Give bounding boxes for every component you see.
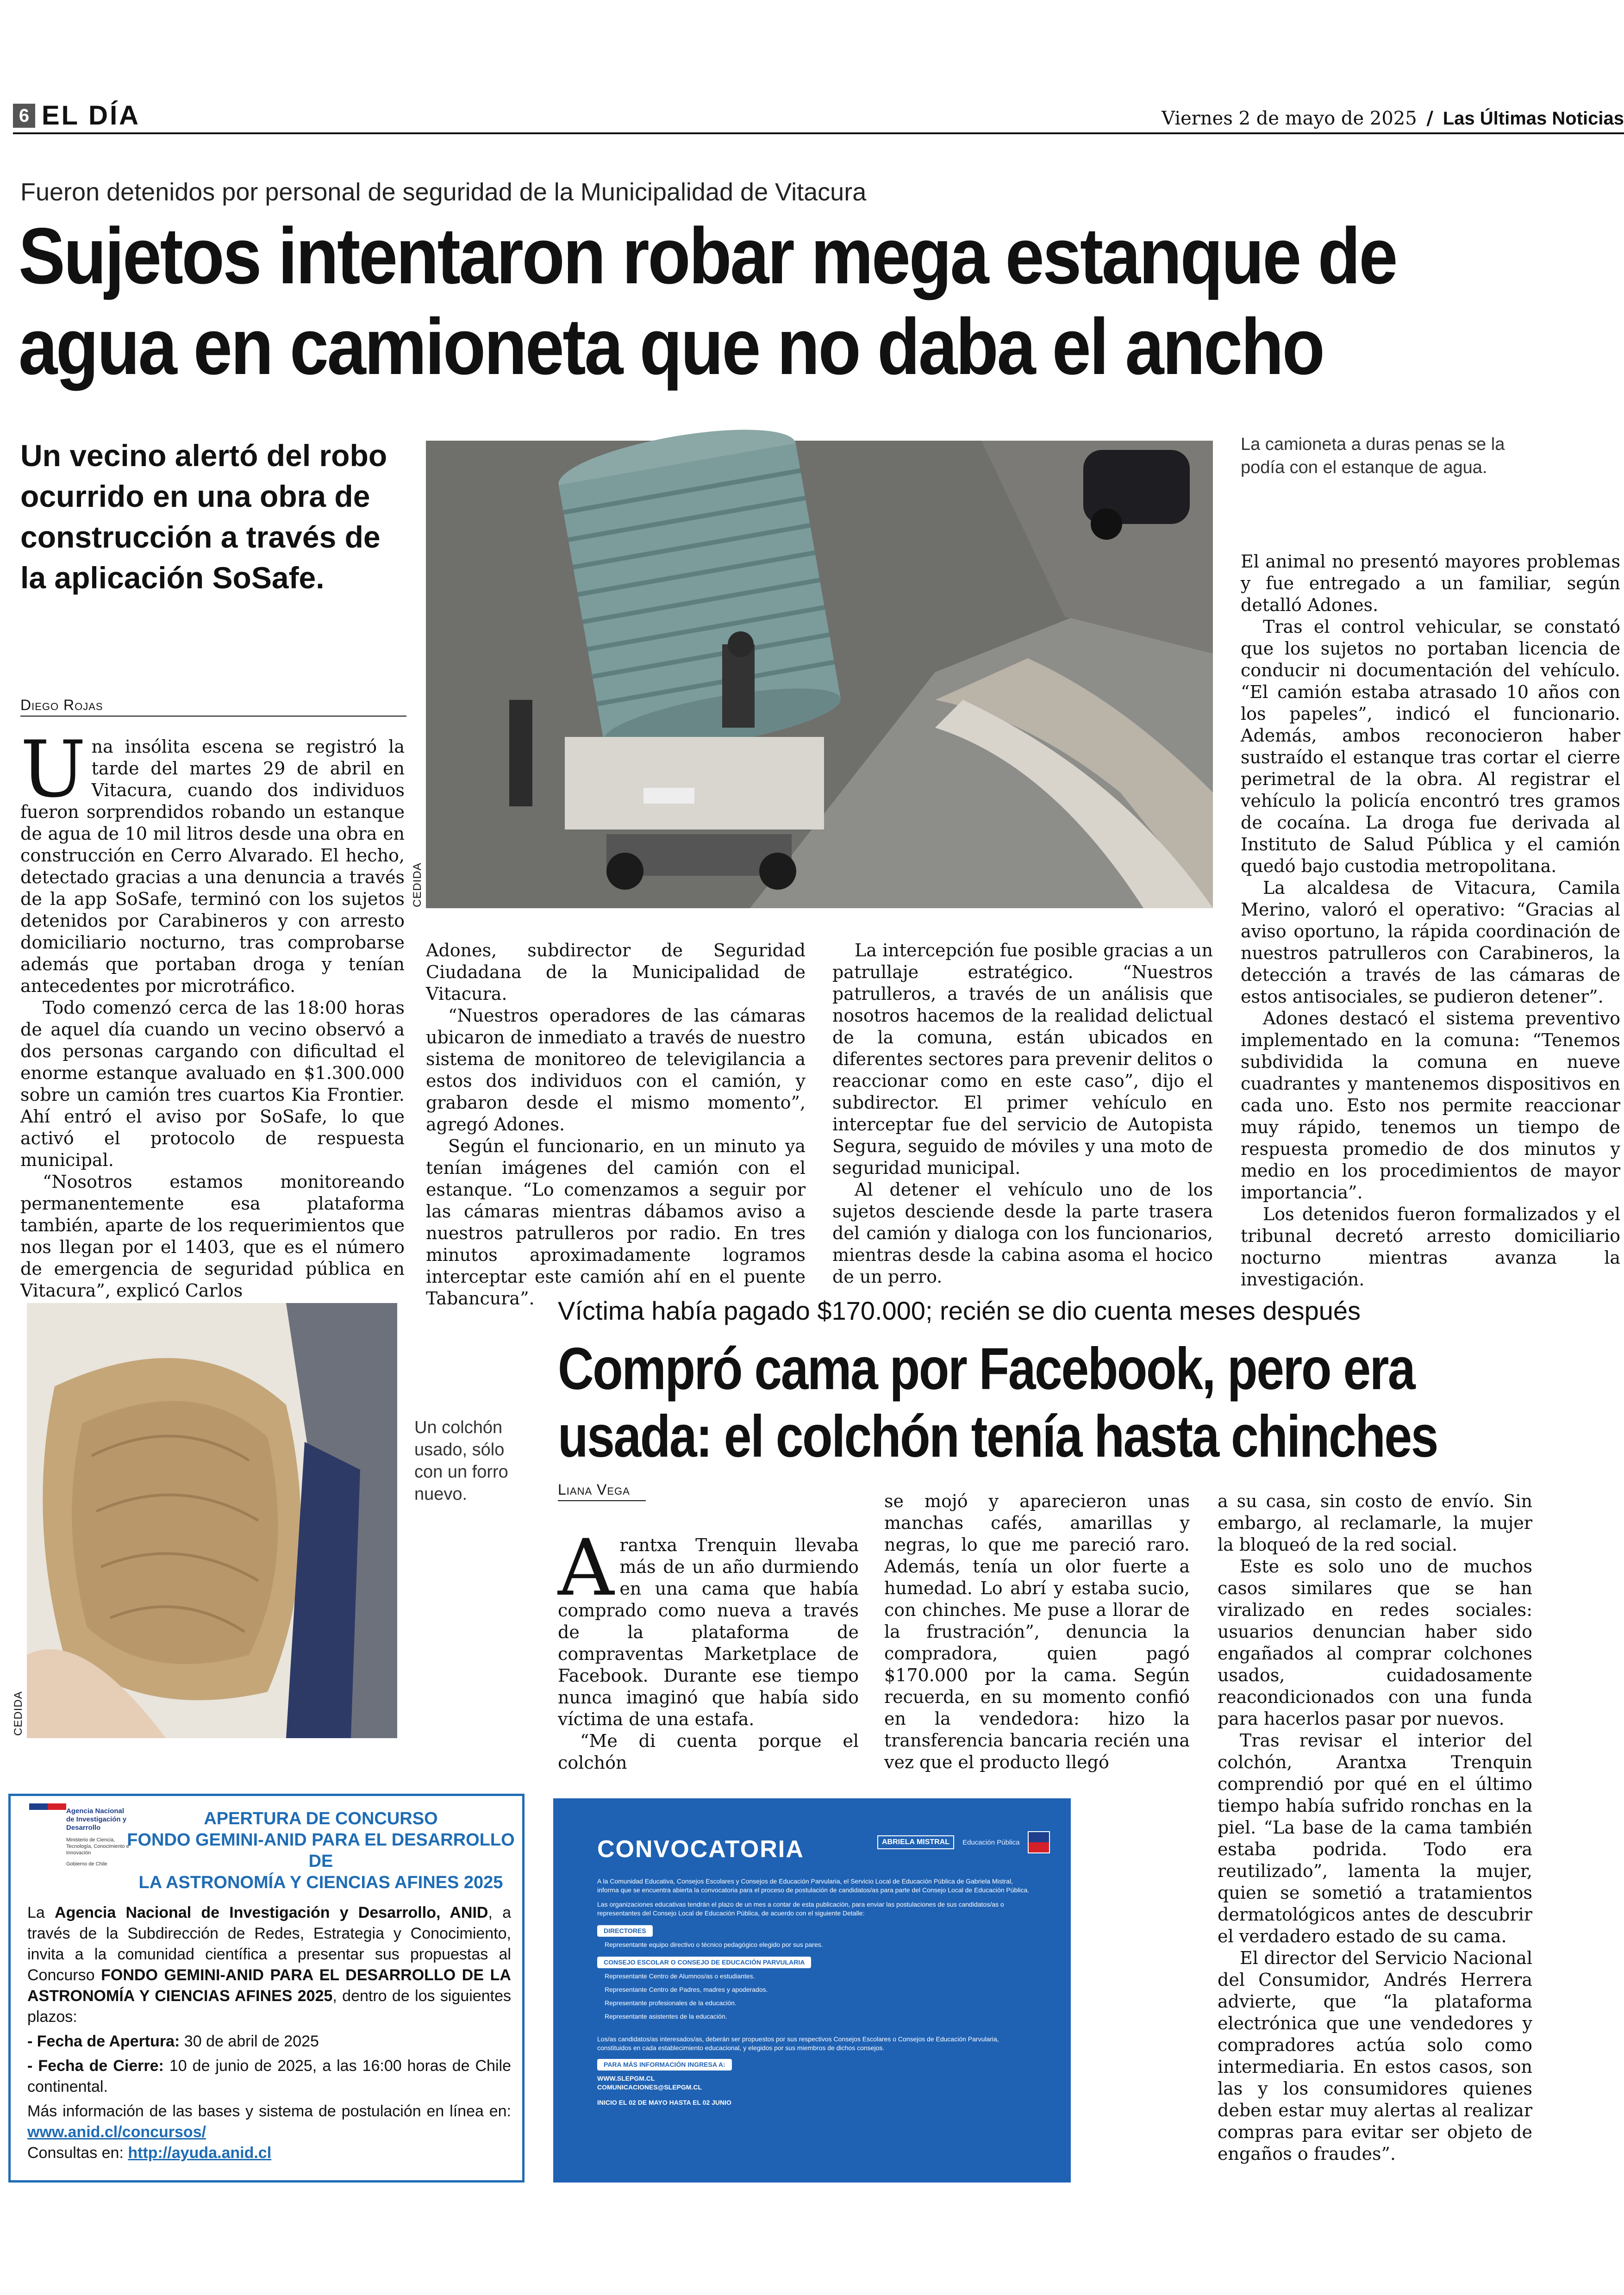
anid-logo-stripe <box>29 1803 66 1810</box>
convocatoria-ad <box>553 1798 1071 2183</box>
page-header <box>13 102 1624 134</box>
convocatoria-intro-2: Las organizaciones educativas tendrán el plazo de un mes a contar de esta publicación, para enviar las postulaciones de sus candidatos/as o representantes del Consejo Local de Educación Pública, de acuerdo con el siguiente Detalle: <box>597 1901 1004 1917</box>
publication-name: Las Últimas Noticias <box>1443 108 1624 129</box>
headline-line-2: agua en camioneta que no daba el ancho <box>19 302 1324 391</box>
article2-column-3 <box>1218 1491 1532 2185</box>
section-name: EL DÍA <box>42 100 141 131</box>
anid-intro-d: FONDO GEMINI-ANID PARA EL DESARROLLO DE LA ASTRONOMÍA Y CIENCIAS AFINES 2025 <box>27 1966 511 2005</box>
anid-logo <box>29 1803 131 1901</box>
anid-title-1: APERTURA DE CONCURSO <box>204 1809 438 1828</box>
anid-more-info: Más información de las bases y sistema de postulación en línea en: <box>27 2102 511 2120</box>
anid-intro-a: La <box>27 1904 55 1921</box>
article1-col4-p5: Los detenidos fueron formalizados y el tribunal decretó arresto domiciliario nocturno mientras avanza la investigación. <box>1241 1204 1620 1290</box>
article1-column-1 <box>20 724 405 1301</box>
convocatoria-logos <box>877 1826 1053 1858</box>
article1-deck: Un vecino alertó del robo ocurrido en una obra de construcción a través de la aplicación SoSafe. <box>20 438 387 595</box>
article1-headline <box>19 211 1424 392</box>
anid-consult: Consultas en: <box>27 2144 128 2162</box>
convocatoria-intro: A la Comunidad Educativa, Consejos Escolares y Consejos de Educación Parvularia, el Servicio Local de Educación Pública de Gabriela Mistral, informa que se encuentra abierta la convocatoria para el proceso de postulación de candidatos/as para parte del Consejo Local de Educación Pública. <box>597 1877 1030 1894</box>
anid-logo-text-3: Gobierno de Chile <box>66 1861 107 1867</box>
article1-col2-p3: Según el funcionario, en un minuto ya tenían imágenes del camión con el estanque. “Lo comenzamos a seguir por las cámaras mientras dábamos aviso a nuestros patrulleros por radio. En tres minutos aproximadamente logramos interceptar este camión ahí en el puente Tabancura”. <box>426 1136 806 1309</box>
article2-column-1 <box>558 1522 859 1773</box>
anid-open-label: - Fecha de Apertura: <box>27 2033 180 2050</box>
article1-photo-caption: La camioneta a duras penas se la podía con el estanque de agua. <box>1241 435 1505 477</box>
article1-col4-p3: La alcaldesa de Vitacura, Camila Merino, valoró el operativo: “Gracias al aviso oportuno, la rápida coordinación de nuestros patrulleros con Carabineros, la detección a través de las cámaras de estos antisociales, se pudieron detener”. <box>1241 878 1620 1007</box>
anid-title-3: LA ASTRONOMÍA Y CIENCIAS AFINES 2025 <box>138 1873 503 1892</box>
anid-intro-b: Agencia Nacional de Investigación y Desarrollo, ANID <box>55 1904 488 1921</box>
headline-line-1: Sujetos intentaron robar mega estanque de <box>19 212 1397 300</box>
article2-col1-p2: “Me di cuenta porque el colchón <box>558 1731 859 1773</box>
convocatoria-section-1: DIRECTORES <box>597 1925 653 1937</box>
article1-col1-p2: Todo comenzó cerca de las 18:00 horas de aquel día cuando un vecino observó a dos personas cargando con dificultad el enorme estanque avaluado en $1.300.000 sobre un camión tres cuartos Kia Frontier. Ahí entró el aviso por SoSafe, lo que activó el protocolo de respuesta municipal. <box>20 998 405 1170</box>
convocatoria-info-1[interactable]: WWW.SLEPGM.CL <box>597 2075 655 2082</box>
article1-col2-p2: “Nuestros operadores de las cámaras ubicaron de inmediato a través de nuestro sistema de monitoreo de televigilancia a estos dos individuos con el camión, y grabaron desde el mismo momento”, agregó Adones. <box>426 1005 806 1135</box>
convocatoria-info-2[interactable]: COMUNICACIONES@SLEPGM.CL <box>597 2083 702 2091</box>
page-number: 6 <box>13 104 35 128</box>
convocatoria-section-2: CONSEJO ESCOLAR O CONSEJO DE EDUCACIÓN PARVULARIA <box>597 1957 811 1968</box>
date-separator: / <box>1426 107 1434 129</box>
article1-col1-p1: na insólita escena se registró la tarde del martes 29 de abril en Vitacura, cuando dos individuos fueron sorprendidos robando un estanque de agua de 10 mil litros desde una obra en construcción en Cerro Alvarado. El hecho, detectado gracias a una denuncia a través de la app SoSafe, terminó con los sujetos detenidos por Carabineros y con arresto domiciliario nocturno, tras comprobarse además que portaban droga y tenían antecedentes por microtráfico. <box>20 736 405 996</box>
educacion-publica-logo: Educación Pública <box>962 1838 1020 1846</box>
article1-kicker: Fueron detenidos por personal de seguridad de la Municipalidad de Vitacura <box>20 178 867 206</box>
article2-column-2 <box>884 1491 1190 1772</box>
convocatoria-section-2-item: Representante Centro de Alumnos/as o estudiantes. <box>605 1972 755 1980</box>
anid-ad <box>8 1794 525 2183</box>
article1-column-3 <box>832 940 1213 1287</box>
anid-intro-e: , dentro de los siguientes plazos: <box>27 1987 511 2026</box>
anid-consult-link[interactable]: http://ayuda.anid.cl <box>128 2144 272 2162</box>
article2-col3-p2: Este es solo uno de muchos casos similares que se han viralizado en redes sociales: usuarios denuncian haber sido engañados al comprar colchones usados, cuidadosamente reacondicionados con una funda para hacerlos pasar por nuevos. <box>1218 1556 1532 1729</box>
convocatoria-section-2-item: Representante asistentes de la educación. <box>605 2013 727 2020</box>
date-text: Viernes 2 de mayo de 2025 <box>1162 108 1417 129</box>
anid-logo-text-2: Ministerio de Ciencia, Tecnología, Conocimiento e Innovación <box>66 1837 129 1856</box>
anid-close-label: - Fecha de Cierre: <box>27 2057 164 2075</box>
anid-more-link[interactable]: www.anid.cl/concursos/ <box>27 2123 206 2141</box>
gobierno-logo <box>1028 1831 1050 1853</box>
article2-col3-p3: Tras revisar el interior del colchón, Arantxa Trenquin comprendió por qué en el último tiempo había sufrido ronchas en la piel. “La base de la cama también estaba podrida. Todo era reutilizado”, lamenta la mujer, quien se sometió a tratamientos dermatológicos antes de descubrir el verdadero estado de su cama. <box>1218 1730 1532 1946</box>
article1-dropcap: U <box>20 724 86 815</box>
article2-col1-p1: rantxa Trenquin llevaba más de un año durmiendo en una cama que había comprado como nueva a través de la plataforma de compraventas Marketplace de Facebook. Durante ese tiempo nunca imaginó que había sido víctima de una estafa. <box>558 1535 859 1729</box>
convocatoria-section-2-item: Representante Centro de Padres, madres y apoderados. <box>605 1986 768 1993</box>
anid-intro-c: , a través de la Subdirección de Redes, Estrategia y Conocimiento, invita a la comunidad científica a presentar sus propuestas al Concurso <box>27 1904 511 1984</box>
convocatoria-title: CONVOCATORIA <box>597 1836 804 1863</box>
article2-photo-credit: CEDIDA <box>12 1691 25 1736</box>
article2-photo <box>27 1303 397 1738</box>
article1-column-2 <box>426 940 806 1309</box>
article1-col4-p4: Adones destacó el sistema preventivo implementado en la comuna: “Tenemos subdividida la comuna en nueve cuadrantes y mantenemos dispositivos en cada uno. Esto nos permite reaccionar muy rápido, tenemos un tiempo de respuesta promedio de dos minutos y medio en los procedimientos de mayor importancia”. <box>1241 1008 1620 1203</box>
article1-photo-credit: CEDIDA <box>411 862 424 907</box>
article2-photo-caption: Un colchón usado, sólo con un forro nuevo. <box>414 1418 508 1504</box>
anid-logo-text-1: Agencia Nacional de Investigación y Desarrollo <box>66 1807 127 1832</box>
article2-headline <box>558 1335 1437 1471</box>
article1-col3-p1: La intercepción fue posible gracias a un patrullaje estratégico. “Nuestros patrulleros, a través de un análisis que nosotros hacemos de la realidad delictual de la comuna, están ubicados en diferentes sectores para prevenir delitos o reaccionar como en este caso”, dijo el subdirector. El primer vehículo en interceptar fue del servicio de Autopista Segura, seguido de móviles y una moto de seguridad municipal. <box>832 940 1213 1178</box>
article1-col4-p2: Tras el control vehicular, se constató que los sujetos no portaban licencia de conducir ni documentación del vehículo. “El camión estaba atrasado 10 años con los papeles”, indicó el funcionario. Además, ambos reconocieron haber sustraído el estanque tras cortar el cierre perimetral de la obra. Al registrar el vehículo la policía encontró tres gramos de cocaína. La droga fue derivada al Instituto de Salud Pública y el camión quedó bajo custodia metropolitana. <box>1241 617 1620 876</box>
anid-close-value: 10 de junio de 2025, a las 16:00 horas de Chile continental. <box>27 2057 511 2095</box>
mattress-illustration <box>27 1303 397 1738</box>
article1-photo <box>426 441 1213 908</box>
anid-open-value: 30 de abril de 2025 <box>180 2033 319 2050</box>
issue-date <box>1162 108 1624 129</box>
article1-byline: Diego Rojas <box>20 697 406 717</box>
article1-col3-p2: Al detener el vehículo uno de los sujetos desciende desde la parte trasera del camión y dialoga con los funcionarios, mientras desde la cabina asoma el hocico de un perro. <box>832 1179 1213 1287</box>
slep-logo: ABRIELA MISTRAL <box>877 1835 954 1849</box>
article1-col4-p1: El animal no presentó mayores problemas y fue entregado a un familiar, según detalló Adones. <box>1241 551 1620 615</box>
tank-truck-illustration <box>426 441 1213 908</box>
anid-title <box>126 1808 515 1893</box>
convocatoria-dates: INICIO EL 02 DE MAYO HASTA EL 02 JUNIO <box>597 2099 731 2106</box>
article2-byline: Liana Vega <box>558 1481 646 1501</box>
convocatoria-section-1-item: Representante equipo directivo o técnico pedagógico elegido por sus pares. <box>605 1941 823 1948</box>
article2-col3-p1: a su casa, sin costo de envío. Sin embargo, al reclamarle, la mujer la bloqueó de la red social. <box>1218 1491 1532 1555</box>
article2-kicker: Víctima había pagado $170.000; recién se dio cuenta meses después <box>558 1296 1361 1325</box>
convocatoria-body <box>597 1877 1032 2107</box>
article2-dropcap: A <box>558 1522 614 1613</box>
convocatoria-footer: Los/as candidatos/as interesados/as, deberán ser propuestos por sus respectivos Consejos Escolares o Consejos de Educación Parvularia, constituidos en cada establecimiento educacional, y elegidos por sus miembros de dichos consejos. <box>597 2035 999 2052</box>
article2-headline-line-1: Compró cama por Facebook, pero era <box>558 1336 1415 1402</box>
article1-col2-p1: Adones, subdirector de Seguridad Ciudadana de la Municipalidad de Vitacura. <box>426 940 806 1004</box>
article2-col3-p4: El director del Servicio Nacional del Consumidor, Andrés Herrera advierte, que “la plataforma electrónica que une vendedores y compradores actúa solo como intermediaria. En estos casos, son las y los consumidores quienes deben estar muy alertas al realizar compras para evitar ser objeto de engaños o fraudes”. <box>1218 1948 1532 2164</box>
anid-body <box>27 1902 511 2164</box>
article1-column-4 <box>1241 551 1620 1290</box>
article1-col1-p3: “Nosotros estamos monitoreando permanentemente esa plataforma también, aparte de los requerimientos que nos llegan por el 1403, que es el número de emergencia de seguridad pública en Vitacura”, explicó Carlos <box>20 1172 405 1301</box>
convocatoria-info-title: PARA MÁS INFORMACIÓN INGRESA A: <box>597 2059 732 2070</box>
article2-headline-line-2: usada: el colchón tenía hasta chinches <box>558 1403 1437 1470</box>
article2-col2-p1: se mojó y aparecieron unas manchas cafés, amarillas y negras, lo que me pareció raro. Además, tenía un olor fuerte a humedad. Lo abrí y estaba sucio, con chinches. Me puse a llorar de la frustración”, denuncia la compradora, quien pagó $170.000 por la cama. Según recuerda, en su momento confió en la vendedora: hizo la transferencia bancaria recién una vez que el producto llegó <box>884 1491 1190 1772</box>
convocatoria-section-2-item: Representante profesionales de la educación. <box>605 1999 737 2007</box>
anid-title-2: FONDO GEMINI-ANID PARA EL DESARROLLO DE <box>127 1830 515 1871</box>
